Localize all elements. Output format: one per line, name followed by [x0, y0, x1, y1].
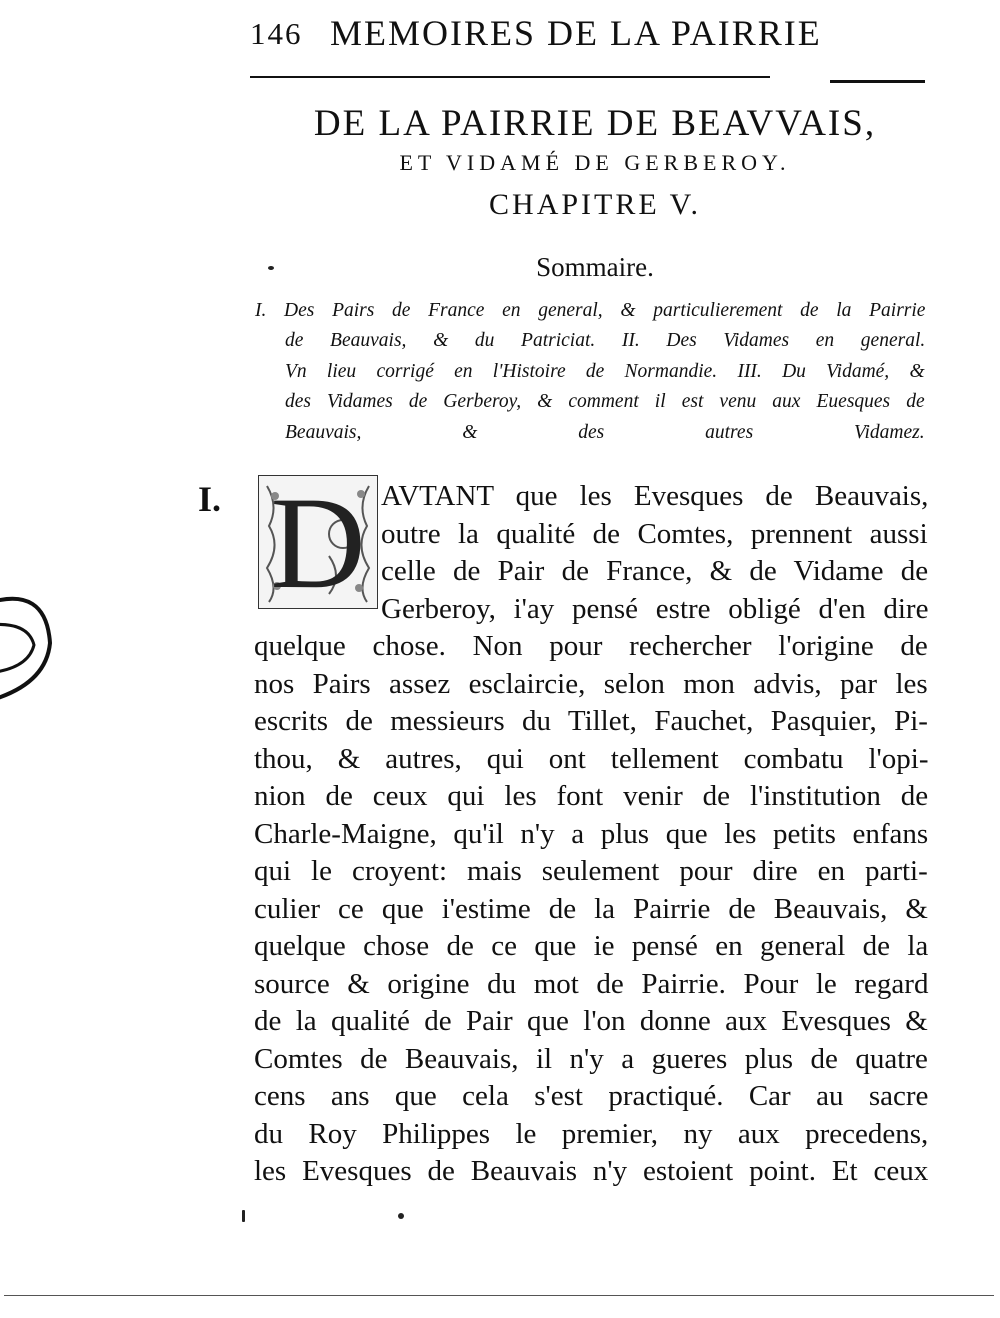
drop-cap-letter: D: [270, 475, 366, 609]
text-line: cens ans que cela s'est practiqué. Car au sacre: [254, 1080, 929, 1112]
text-line: quelque chose. Non pour rechercher l'origine de: [254, 630, 928, 662]
text-line: escrits de messieurs du Tillet, Fauchet, Pasquier, Pi-: [254, 705, 928, 737]
text-line: nion de ceux qui les font venir de l'institution de: [254, 780, 929, 812]
summary-line: Beauvais, & des autres Vidamez.: [285, 421, 925, 443]
text-line: Charle-Maigne, qu'il n'y a plus que les petits enfans: [254, 817, 929, 850]
text-line: celle de Pair de France, & de Vidame de: [381, 555, 929, 587]
ink-speck: [268, 266, 274, 270]
margin-section-number: I.: [198, 479, 222, 519]
text-line: les Evesques de Beauvais n'y estoient point. Et ceux: [254, 1155, 929, 1187]
header-rule-right: [830, 80, 925, 83]
page-number: 146: [250, 16, 303, 51]
header-rule: [250, 76, 770, 78]
page-edge: [4, 1295, 994, 1296]
body-text: [254, 478, 928, 1191]
text-line: culier ce que i'estime de la Pairrie de Beauvais, &: [254, 892, 928, 925]
section-subtitle: ET VIDAMÉ DE GERBEROY.: [399, 150, 791, 175]
text-line: quelque chose de ce que ie pensé en general de la: [254, 930, 929, 962]
text-line: Comtes de Beauvais, il n'y a gueres plus de quatre: [254, 1042, 928, 1075]
paper-clip-icon: [0, 585, 64, 705]
text-line: Gerberoy, i'ay pensé estre obligé d'en dire: [381, 592, 929, 625]
summary-line: de Beauvais, & du Patriciat. II. Des Vidames en general.: [285, 330, 926, 352]
text-line: AVTANT que les Evesques de Beauvais,: [381, 480, 929, 512]
running-head: [250, 10, 900, 60]
text-line: du Roy Philippes le premier, ny aux precedens,: [254, 1117, 929, 1150]
text-line: de la qualité de Pair que l'on donne aux Evesques &: [254, 1005, 928, 1037]
summary-heading: Sommaire.: [536, 252, 654, 282]
text-line: qui le croyent: mais seulement pour dire en parti-: [254, 855, 928, 887]
text-line: source & origine du mot de Pairrie. Pour le regard: [254, 967, 929, 1000]
section-title: DE LA PAIRRIE DE BEAVVAIS,: [313, 103, 877, 144]
chapter-heading: CHAPITRE V.: [489, 188, 701, 221]
summary-block: [255, 296, 935, 448]
running-head-title: MEMOIRES DE LA PAIRRIE: [330, 13, 822, 53]
text-line: outre la qualité de Comtes, prennent aussi: [381, 517, 928, 550]
summary-line: Vn lieu corrigé en l'Histoire de Normandie. III. Du Vidamé, &: [285, 360, 925, 382]
text-line: nos Pairs assez esclaircie, selon mon advis, par les: [254, 667, 928, 700]
ink-speck: [398, 1213, 404, 1219]
summary-line: I. Des Pairs de France en general, & particulierement de la Pairrie: [255, 300, 926, 321]
text-line: thou, & autres, qui ont tellement combatu l'opi-: [254, 742, 929, 775]
summary-line: des Vidames de Gerberoy, & comment il est venu aux Euesques de: [285, 391, 925, 413]
ink-speck: [242, 1210, 245, 1222]
